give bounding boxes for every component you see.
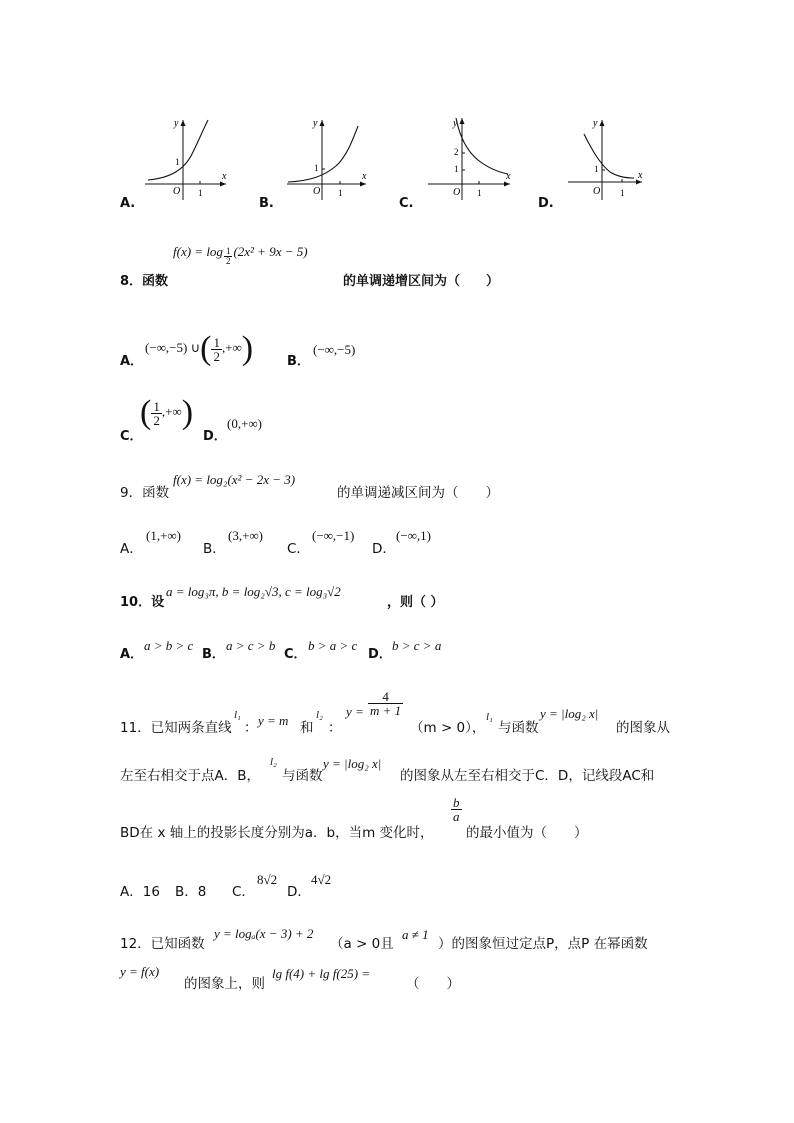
origin-label: O xyxy=(453,187,461,198)
q12-line-2: y = f(x) 的图象上，则 lg f(4) + lg f(25) = （ ） xyxy=(120,964,460,992)
origin-label: O xyxy=(593,186,601,197)
q11-line-1: 11．已知两条直线 l₁ ： y = m 和 l₂ ： y = $\frac{4}{m + 1}$ （m > 0）， l₁ 与函数 y = |log₂ x| 的图象从 xyxy=(120,689,670,736)
y-tick-label-2: 2 xyxy=(454,147,459,157)
q11-line-2: 左至右相交于点A．B， l₂ 与函数 y = |log₂ x| 的图象从左至右相交于C．D，记线段AC和 xyxy=(120,756,655,784)
x-tick-label: 1 xyxy=(477,188,482,198)
q10-stem: ，则（ ） xyxy=(387,595,444,610)
q9-number: 9．函数 xyxy=(120,485,170,501)
origin-label: O xyxy=(313,186,321,197)
q9-formula: f(x) = log₂(x² − 2x − 3) xyxy=(173,472,296,487)
x-axis-label: x xyxy=(638,170,643,181)
graph-option-b xyxy=(282,112,382,202)
q8-number: 8．函数 xyxy=(120,274,169,289)
option-c-label: C. xyxy=(399,196,414,211)
x-tick-label: 1 xyxy=(338,188,343,198)
y-axis-label: y xyxy=(453,118,458,129)
x-tick-label: 1 xyxy=(198,188,203,198)
q8-stem: 的单调递增区间为（ ） xyxy=(343,274,500,289)
y-tick-label-1: 1 xyxy=(454,164,459,174)
q10-options[interactable]: A． a > b > c B． a > c > b C． b > a > c D． b > c > a xyxy=(120,638,442,662)
q11-options[interactable]: A．16 B．8 C． 8√2 D． 4√2 xyxy=(120,872,332,900)
q9-stem: 的单调递减区间为（ ） xyxy=(337,485,499,501)
y-axis-label: y xyxy=(593,118,598,129)
graph-option-d xyxy=(562,112,662,202)
q12-line-1: 12．已知函数 y = logₐ(x − 3) + 2 （a > 0且 a ≠ 1 ）的图象恒过定点P，点P 在幂函数 xyxy=(120,926,648,952)
y-tick-label: 1 xyxy=(314,163,319,173)
q10-number: 10．设 xyxy=(120,595,165,610)
q9-options[interactable]: A． (1,+∞) B． (3,+∞) C． (−∞,−1) D． (−∞,1) xyxy=(120,528,432,557)
y-axis-label: y xyxy=(313,118,318,129)
q8-formula: f(x) = log $\frac{1}{2}$ (2x² + 9x − 5) xyxy=(173,244,308,266)
x-axis-label: x xyxy=(222,171,227,182)
graph-option-a xyxy=(140,112,240,202)
y-tick-label: 1 xyxy=(594,164,599,174)
q10-formula: a = log₃π, b = log₂√3, c = log₃√2 xyxy=(166,584,341,599)
origin-label: O xyxy=(173,186,181,197)
x-tick-label: 1 xyxy=(620,188,625,198)
x-axis-label: x xyxy=(362,171,367,182)
x-axis-label: x xyxy=(506,171,511,182)
option-b-label: B. xyxy=(259,196,274,211)
option-d-label: D. xyxy=(538,196,554,211)
y-axis-label: y xyxy=(174,118,179,129)
y-tick-label: 1 xyxy=(175,157,180,167)
q11-line-3: BD在 x 轴上的投影长度分别为a．b，当m 变化时， $\frac{b}{a}$ 的最小值为（ ） xyxy=(120,795,588,841)
graph-option-c xyxy=(422,108,522,202)
option-a-label: A. xyxy=(120,196,136,211)
